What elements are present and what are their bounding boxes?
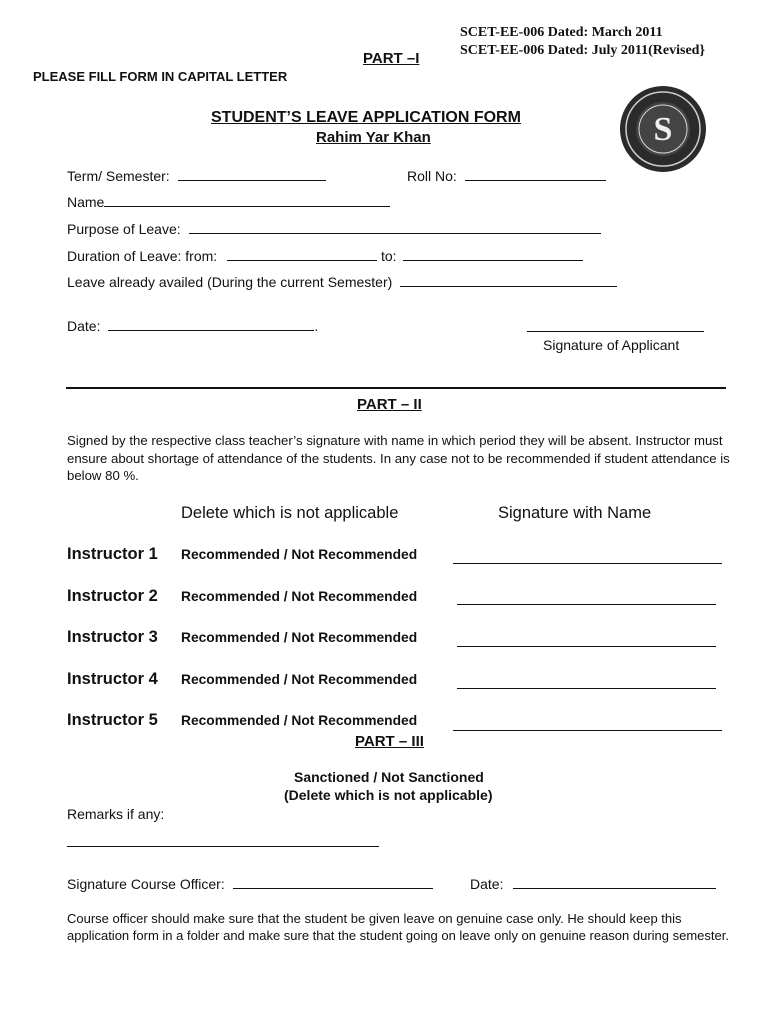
course-officer-note: Course officer should make sure that the student be given leave on genuine case only. He should keep this application form in a folder and make sure that the student going on leave only on genuine reason during semester.	[67, 911, 729, 943]
name-label: Name	[67, 194, 105, 210]
roll-no-field[interactable]	[407, 168, 606, 184]
instructor-3-label: Instructor 3	[67, 628, 158, 646]
instructor-4-label: Instructor 4	[67, 670, 158, 688]
officer-signature-label: Signature Course Officer:	[67, 876, 225, 892]
sanction-delete-note: (Delete which is not applicable)	[284, 787, 493, 803]
instructor-4-signature-line[interactable]	[457, 688, 716, 689]
duration-from-label: Duration of Leave: from:	[67, 248, 218, 264]
campus-name: Rahim Yar Khan	[316, 129, 431, 146]
purpose-label: Purpose of Leave:	[67, 221, 181, 237]
instructor-3-signature-line[interactable]	[457, 646, 716, 647]
date-blank[interactable]	[108, 329, 314, 331]
capital-letter-note: PLEASE FILL FORM IN CAPITAL LETTER	[33, 69, 288, 84]
section-divider	[66, 387, 726, 389]
date-field[interactable]	[67, 318, 318, 334]
instructor-5-label: Instructor 5	[67, 711, 158, 729]
form-reference-1: SCET-EE-006 Dated: March 2011	[460, 25, 663, 40]
leave-availed-field[interactable]	[67, 274, 617, 290]
instructor-4-recommendation[interactable]: Recommended / Not Recommended	[181, 672, 418, 687]
part2-instructions: Signed by the respective class teacher’s signature with name in which period they will be absent. Instructor must ensure about shortage of attendance of the students. In any case not to be recommended if student attendance is below 80 %.	[67, 433, 730, 483]
logo-letter: S	[653, 111, 673, 148]
officer-date-blank[interactable]	[513, 887, 716, 889]
sanction-options[interactable]: Sanctioned / Not Sanctioned	[294, 769, 484, 785]
officer-date-field[interactable]	[470, 876, 716, 892]
duration-to-label: to:	[380, 248, 397, 264]
college-logo	[618, 84, 708, 174]
form-reference-2: SCET-EE-006 Dated: July 2011(Revised}	[460, 43, 705, 58]
date-label: Date:	[67, 318, 101, 334]
leave-availed-label: Leave already availed (During the current Semester)	[67, 274, 393, 290]
leave-availed-blank[interactable]	[400, 285, 617, 287]
roll-no-label: Roll No:	[407, 168, 457, 184]
name-blank[interactable]	[104, 205, 390, 207]
signature-column-header: Signature with Name	[498, 504, 652, 522]
term-semester-label: Term/ Semester:	[67, 168, 170, 184]
part1-title: PART –I	[363, 50, 420, 67]
purpose-field[interactable]	[67, 221, 601, 237]
officer-signature-blank[interactable]	[233, 887, 433, 889]
instructor-1-signature-line[interactable]	[453, 563, 722, 564]
purpose-blank[interactable]	[189, 232, 601, 234]
name-field[interactable]	[67, 194, 390, 210]
duration-to-blank[interactable]	[403, 259, 583, 261]
instructor-2-signature-line[interactable]	[457, 604, 716, 605]
term-semester-blank[interactable]	[178, 179, 326, 181]
term-semester-field[interactable]	[67, 168, 326, 184]
duration-from-blank[interactable]	[227, 259, 377, 261]
remarks-line[interactable]	[67, 846, 379, 847]
delete-column-header: Delete which is not applicable	[181, 504, 399, 522]
date-end: .	[314, 318, 319, 334]
instructor-2-recommendation[interactable]: Recommended / Not Recommended	[181, 589, 418, 604]
officer-date-label: Date:	[470, 876, 504, 892]
remarks-label: Remarks if any:	[67, 806, 165, 822]
applicant-signature-line[interactable]	[527, 331, 704, 332]
roll-no-blank[interactable]	[465, 179, 606, 181]
instructor-1-recommendation[interactable]: Recommended / Not Recommended	[181, 547, 418, 562]
instructor-5-signature-line[interactable]	[453, 730, 722, 731]
form-title: STUDENT’S LEAVE APPLICATION FORM	[211, 109, 521, 126]
duration-field[interactable]	[67, 248, 583, 264]
part2-title: PART – II	[357, 396, 422, 413]
instructor-1-label: Instructor 1	[67, 545, 158, 563]
officer-signature-field[interactable]	[67, 876, 433, 892]
applicant-signature-label: Signature of Applicant	[543, 337, 680, 353]
instructor-2-label: Instructor 2	[67, 587, 158, 605]
part3-title: PART – III	[355, 733, 424, 750]
instructor-5-recommendation[interactable]: Recommended / Not Recommended	[181, 713, 418, 728]
instructor-3-recommendation[interactable]: Recommended / Not Recommended	[181, 630, 418, 645]
